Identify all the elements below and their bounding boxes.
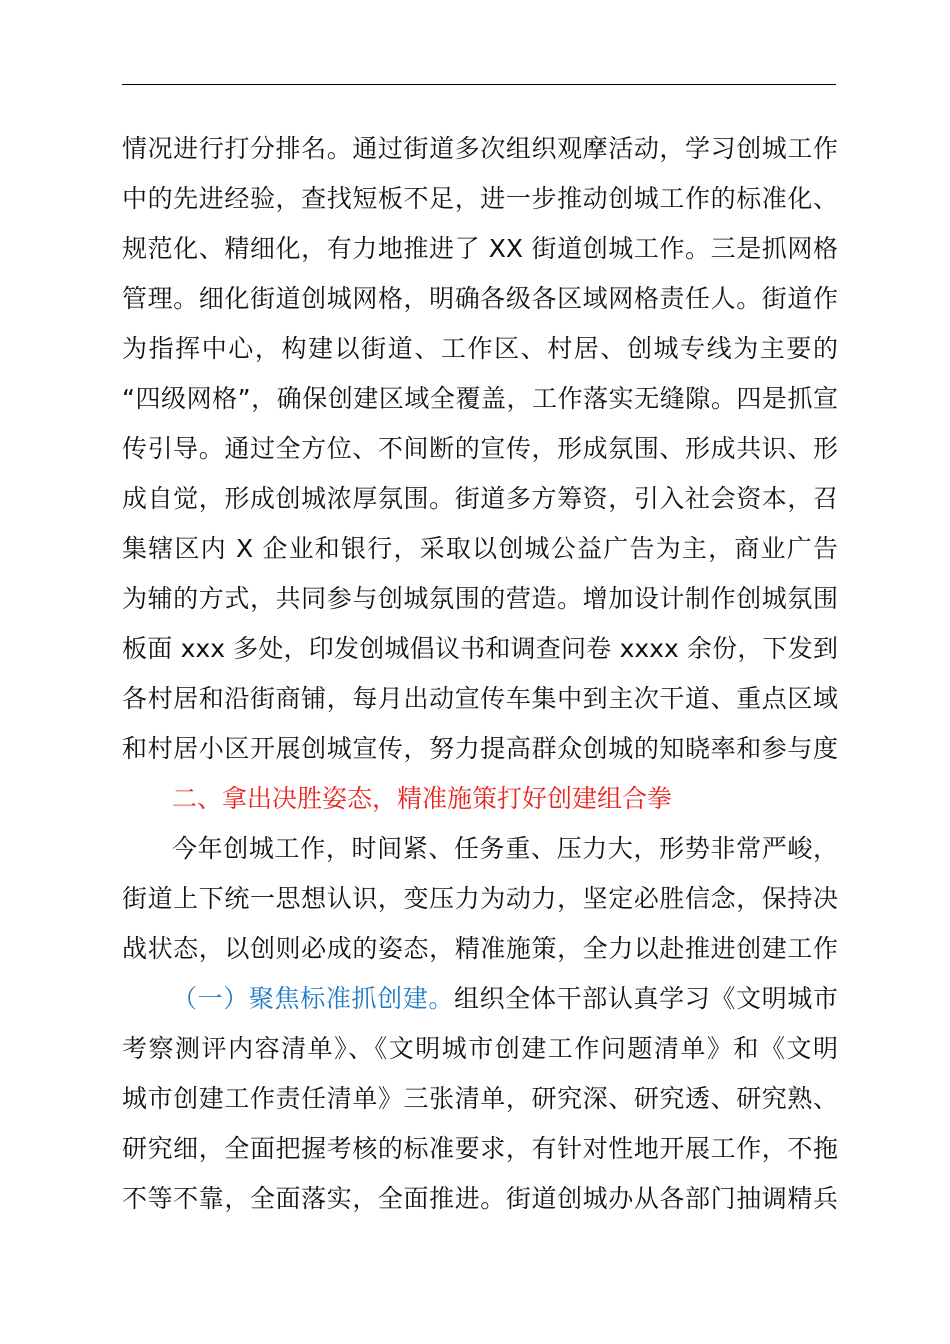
text-line: 传引导。通过全方位、不间断的宣传，形成氛围、形成共识、形 — [122, 434, 838, 463]
subsection-first-line — [122, 974, 838, 1024]
text-line: 情况进行打分排名。通过街道多次组织观摩活动，学习创城工作 — [122, 134, 838, 163]
paragraph-3 — [122, 974, 838, 1224]
text-line: 板面 xxx 多处，印发创城倡议书和调查问卷 xxxx 余份，下发到 — [122, 634, 838, 663]
text-line: 考察测评内容清单》、《文明城市创建工作问题清单》和《文明 — [122, 1034, 838, 1063]
paragraph-2 — [122, 824, 838, 974]
subsection-text: 组织全体干部认真学习《文明城市 — [454, 984, 838, 1013]
text-line: 规范化、精细化，有力地推进了 XX 街道创城工作。三是抓网格 — [122, 234, 838, 263]
document-body — [122, 124, 838, 1224]
text-line: 不等不靠，全面落实，全面推进。街道创城办从各部门抽调精兵 — [122, 1184, 838, 1213]
text-line: 集辖区内 X 企业和银行，采取以创城公益广告为主，商业广告 — [122, 534, 838, 563]
paragraph-1 — [122, 124, 838, 774]
text-line: 战状态，以创则必成的姿态，精准施策，全力以赴推进创建工作 — [122, 934, 838, 963]
text-line: 成自觉，形成创城浓厚氛围。街道多方筹资，引入社会资本，召 — [122, 484, 838, 513]
text-line: 和村居小区开展创城宣传，努力提高群众创城的知晓率和参与度 — [122, 734, 838, 763]
text-line: 研究细，全面把握考核的标准要求，有针对性地开展工作，不拖 — [122, 1134, 838, 1163]
text-line: 城市创建工作责任清单》三张清单，研究深、研究透、研究熟、 — [122, 1084, 838, 1113]
header-rule — [122, 84, 836, 85]
text-line: 街道上下统一思想认识，变压力为动力，坚定必胜信念，保持决 — [122, 884, 838, 913]
section-heading: 二、拿出决胜姿态，精准施策打好创建组合拳 — [172, 784, 673, 813]
subsection-heading: （一）聚焦标准抓创建。 — [172, 984, 455, 1013]
text-line: 为指挥中心，构建以街道、工作区、村居、创城专线为主要的 — [122, 334, 838, 363]
text-line: 管理。细化街道创城网格，明确各级各区域网格责任人。街道作 — [122, 284, 838, 313]
text-line: 为辅的方式，共同参与创城氛围的营造。增加设计制作创城氛围 — [122, 584, 838, 613]
text-line: 各村居和沿街商铺，每月出动宣传车集中到主次干道、重点区域 — [122, 684, 838, 713]
text-line: 今年创城工作，时间紧、任务重、压力大，形势非常严峻， — [172, 834, 838, 863]
text-line: “四级网格”，确保创建区域全覆盖，工作落实无缝隙。四是抓宣 — [122, 384, 838, 413]
text-line: 中的先进经验，查找短板不足，进一步推动创城工作的标准化、 — [122, 184, 838, 213]
